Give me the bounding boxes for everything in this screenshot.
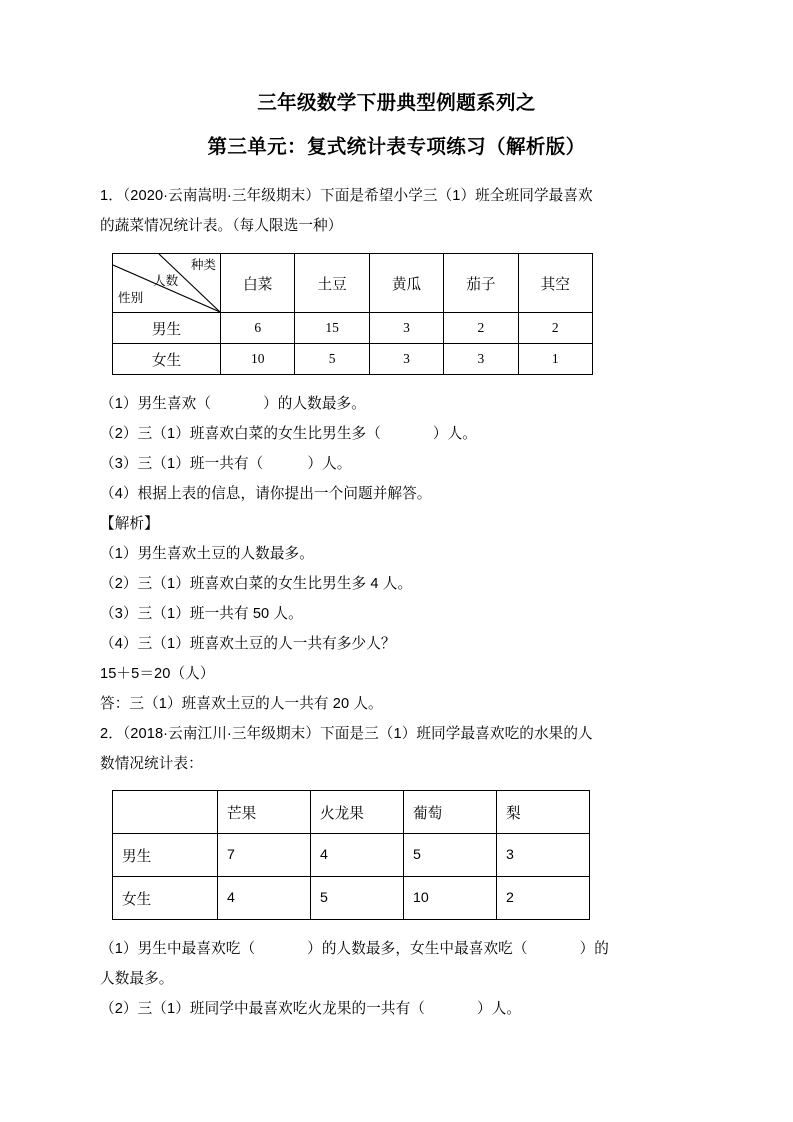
question1-sub1-text-b: ）的人数最多。 [263, 396, 366, 412]
row-label-boys: 男生 [113, 313, 221, 344]
cell-girls-3: 3 [444, 344, 518, 375]
column-header-3: 梨 [497, 791, 590, 834]
cell-girls-0: 4 [218, 877, 311, 920]
table-row [113, 877, 590, 920]
cell-girls-2: 3 [369, 344, 443, 375]
document-title-line2: 第三单元：复式统计表专项练习（解析版） [207, 135, 586, 158]
column-header-3: 茄子 [444, 254, 518, 313]
question1-sub3-text-a: （3）三（1）班一共有（ [100, 456, 264, 472]
analysis-final-answer: 答：三（1）班喜欢土豆的人一共有 20 人。 [100, 696, 383, 712]
row-label-girls: 女生 [113, 344, 221, 375]
column-header-2: 葡萄 [404, 791, 497, 834]
analysis-heading: 【解析】 [100, 516, 159, 532]
cell-boys-1: 4 [311, 834, 404, 877]
table-header-row [113, 791, 590, 834]
table-header-row [113, 254, 593, 313]
cell-boys-0: 7 [218, 834, 311, 877]
question2-prompt-line1: 2．（2018·云南江川·三年级期末）下面是三（1）班同学最喜欢吃的水果的人 [100, 726, 593, 742]
question1-sub3-text-b: ）人。 [307, 456, 352, 472]
question2-sub1-text-c: ）的 [579, 941, 609, 957]
question2-sub2-text-a: （2）三（1）班同学中最喜欢吃火龙果的一共有（ [100, 1001, 426, 1017]
analysis-answer-1: （1）男生喜欢土豆的人数最多。 [100, 546, 314, 562]
analysis-answer-4: （4）三（1）班喜欢土豆的人一共有多少人？ [100, 636, 396, 652]
table-row [113, 834, 590, 877]
question2-sub2 [100, 994, 693, 1024]
cell-boys-4: 2 [518, 313, 592, 344]
cell-boys-0: 6 [221, 313, 295, 344]
question2-sub1-line2: 人数最多。 [100, 971, 174, 987]
analysis-answer-3: （3）三（1）班一共有 50 人。 [100, 606, 303, 622]
column-header-4: 其空 [518, 254, 592, 313]
question1-statistics-table [112, 253, 593, 375]
question1-table-wrapper [112, 253, 586, 375]
question2-sub2-text-b: ）人。 [477, 1001, 522, 1017]
question2-table-wrapper [112, 790, 540, 920]
column-header-2: 黄瓜 [369, 254, 443, 313]
question2-statistics-table [112, 790, 590, 920]
cell-boys-3: 2 [444, 313, 518, 344]
table-row [113, 344, 593, 375]
cell-girls-2: 10 [404, 877, 497, 920]
cell-boys-1: 15 [295, 313, 369, 344]
analysis-answer-2: （2）三（1）班喜欢白菜的女生比男生多 4 人。 [100, 576, 413, 592]
cell-girls-0: 10 [221, 344, 295, 375]
question1-prompt-line2: 的蔬菜情况统计表。（每人限选一种） [100, 218, 343, 234]
column-header-1: 火龙果 [311, 791, 404, 834]
document-title-line1: 三年级数学下册典型例题系列之 [257, 92, 536, 114]
diagonal-label-gender: 性别 [118, 291, 144, 305]
cell-boys-2: 5 [404, 834, 497, 877]
table-row [113, 313, 593, 344]
question2-sub1-text-a: （1）男生中最喜欢吃（ [100, 941, 256, 957]
diagonal-header-cell [113, 254, 221, 313]
question1-sub2 [100, 419, 693, 449]
question2-prompt-line2: 数情况统计表： [100, 756, 203, 772]
question1-sub2-text-b: ）人。 [432, 426, 478, 442]
column-header-0: 白菜 [221, 254, 295, 313]
question1-sub2-text-a: （2）三（1）班喜欢白菜的女生比男生多（ [100, 426, 381, 442]
question1-sub4: （4）根据上表的信息，请你提出一个问题并解答。 [100, 486, 432, 502]
cell-girls-3: 2 [497, 877, 590, 920]
column-header-1: 土豆 [295, 254, 369, 313]
question1-sub3 [100, 449, 693, 479]
row-label-boys: 男生 [113, 834, 218, 877]
cell-boys-3: 3 [497, 834, 590, 877]
cell-girls-4: 1 [518, 344, 592, 375]
diagonal-label-kind: 种类 [190, 258, 216, 272]
cell-girls-1: 5 [295, 344, 369, 375]
analysis-calculation: 15＋5＝20（人） [100, 666, 215, 682]
question1-sub1 [100, 389, 693, 419]
column-header-0: 芒果 [218, 791, 311, 834]
corner-cell [113, 791, 218, 834]
cell-boys-2: 3 [369, 313, 443, 344]
question1-sub1-text-a: （1）男生喜欢（ [100, 396, 212, 412]
question2-sub1-line1 [100, 934, 693, 964]
diagonal-label-count: 人数 [153, 274, 179, 288]
question1-prompt-line1: 1．（2020·云南嵩明·三年级期末）下面是希望小学三（1）班全班同学最喜欢 [100, 188, 593, 204]
cell-girls-1: 5 [311, 877, 404, 920]
row-label-girls: 女生 [113, 877, 218, 920]
question2-sub1-text-b: ）的人数最多，女生中最喜欢吃（ [307, 941, 528, 957]
